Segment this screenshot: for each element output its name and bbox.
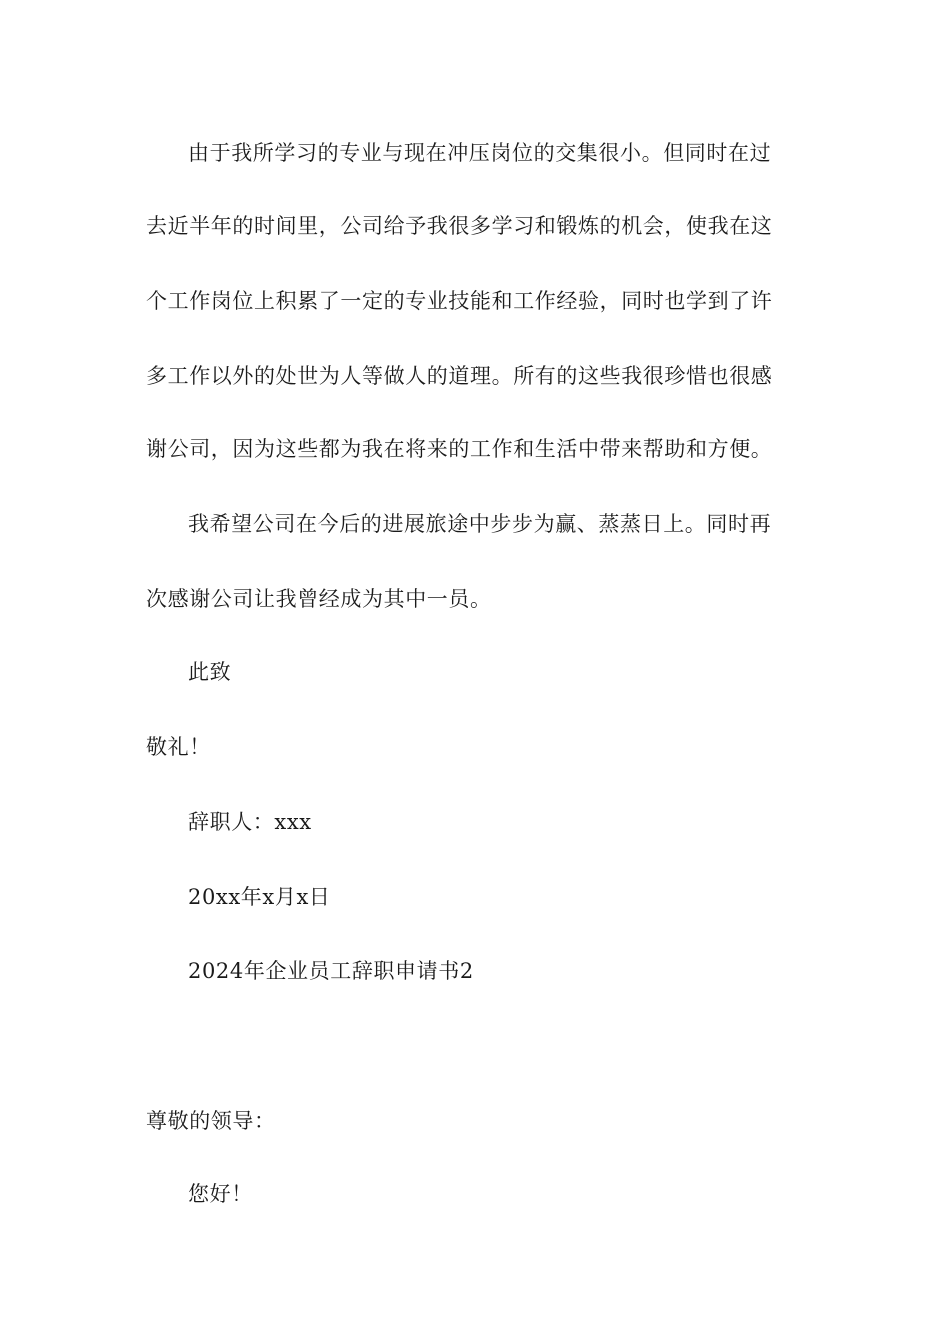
paragraph-1-line-5: 谢公司，因为这些都为我在将来的工作和生活中带来帮助和方便。 — [146, 437, 773, 461]
paragraph-1-line-1: 由于我所学习的专业与现在冲压岗位的交集很小。但同时在过 — [188, 141, 772, 165]
signer-line: 辞职人：xxx — [188, 810, 312, 834]
paragraph-1-line-4: 多工作以外的处世为人等做人的道理。所有的这些我很珍惜也很感 — [146, 364, 773, 388]
paragraph-2-line-1: 我希望公司在今后的进展旅途中步步为赢、蒸蒸日上。同时再 — [188, 512, 772, 536]
date-line: 20xx年x月x日 — [188, 885, 331, 909]
paragraph-2-line-2: 次感谢公司让我曾经成为其中一员。 — [146, 587, 492, 611]
hello-line: 您好！ — [188, 1182, 253, 1206]
closing-text: 此致 — [188, 660, 232, 684]
paragraph-1-line-2: 去近半年的时间里，公司给予我很多学习和锻炼的机会，使我在这 — [146, 214, 773, 238]
paragraph-1-line-3: 个工作岗位上积累了一定的专业技能和工作经验，同时也学到了许 — [146, 289, 773, 313]
next-document-title: 2024年企业员工辞职申请书2 — [188, 959, 474, 983]
greeting-line: 尊敬的领导： — [146, 1109, 276, 1133]
salute-text: 敬礼！ — [146, 735, 211, 759]
